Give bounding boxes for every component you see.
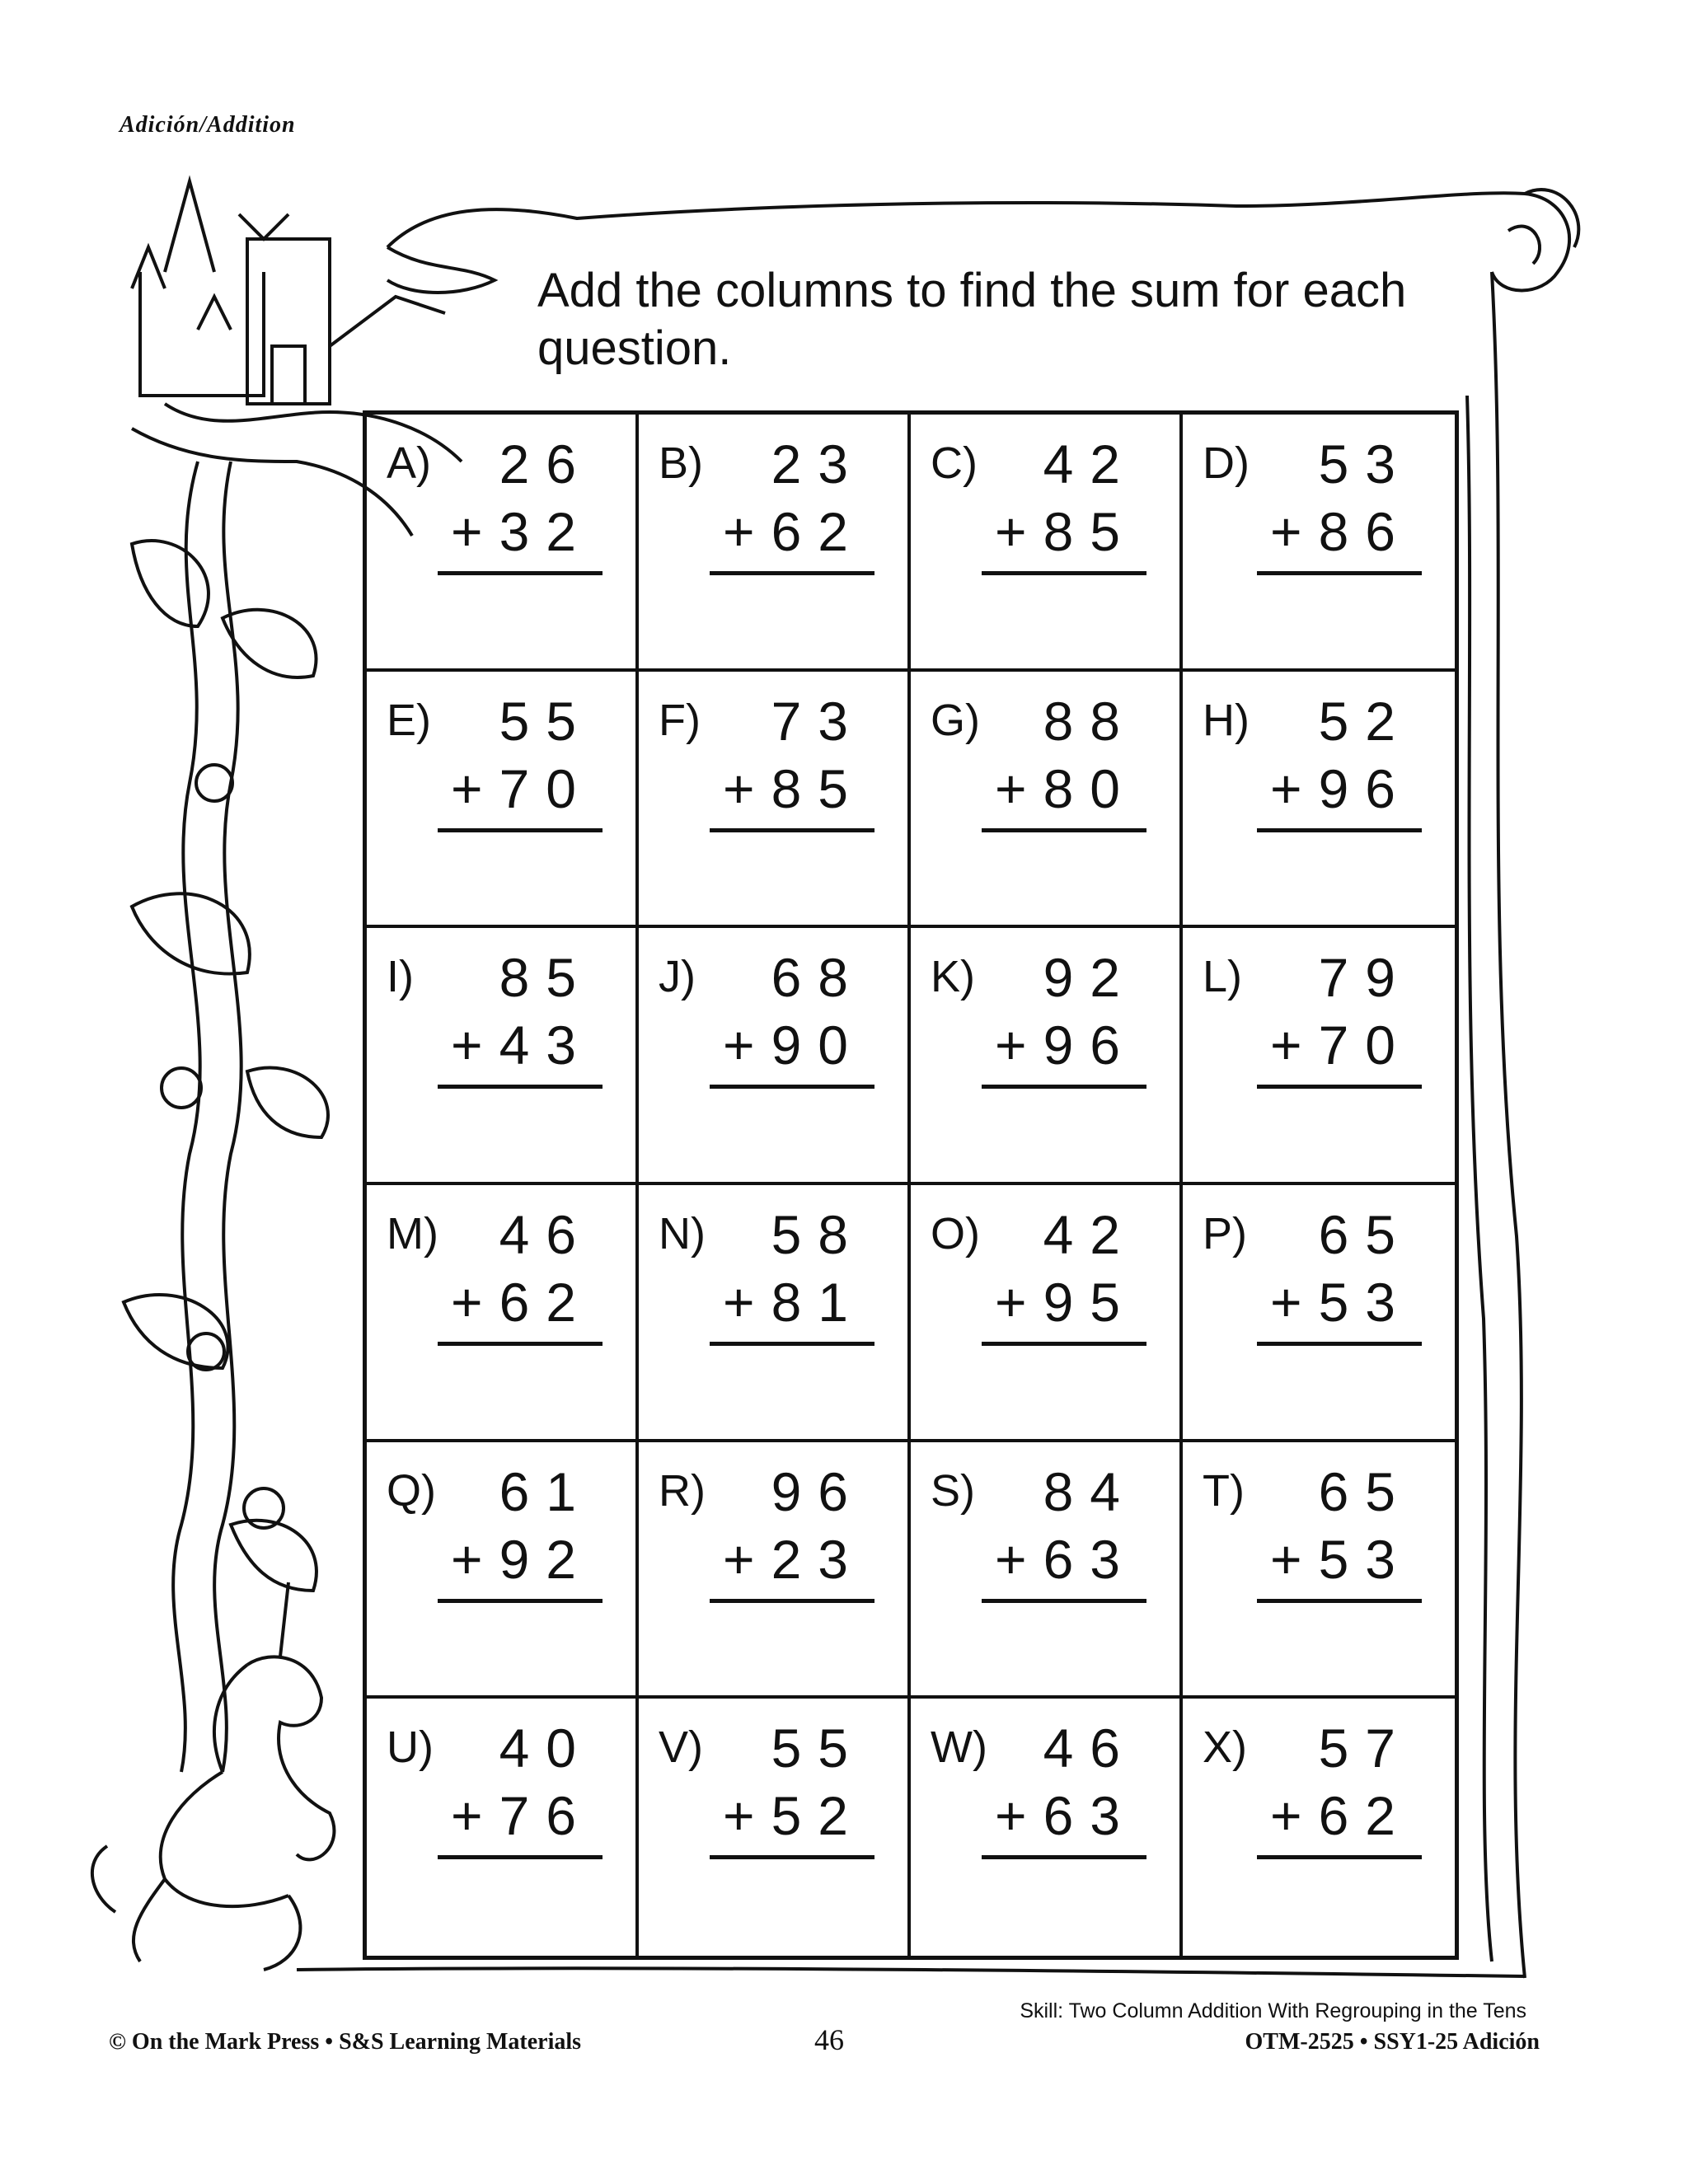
sum-line xyxy=(710,1599,874,1603)
sum-line xyxy=(710,571,874,575)
problem-cell[interactable] xyxy=(1183,1185,1455,1442)
top-addend: 53 xyxy=(1318,434,1412,494)
scroll-right-edge-icon xyxy=(1467,272,1525,1978)
problem-cell[interactable] xyxy=(639,1699,911,1956)
top-addend: 46 xyxy=(1043,1718,1137,1779)
top-addend: 52 xyxy=(1318,690,1412,752)
bottom-addend: +86 xyxy=(1270,501,1412,562)
bottom-addend: +96 xyxy=(995,1015,1137,1076)
problem-letter: M) xyxy=(387,1208,438,1258)
problem-letter: X) xyxy=(1203,1722,1247,1773)
top-addend: 85 xyxy=(499,947,593,1009)
bottom-addend: +90 xyxy=(723,1015,865,1076)
problem-letter: C) xyxy=(931,438,978,488)
bottom-addend: +63 xyxy=(995,1785,1137,1847)
problem-letter: K) xyxy=(931,952,975,1002)
problem-cell[interactable] xyxy=(367,1699,639,1956)
top-addend: 42 xyxy=(1043,1203,1137,1265)
top-addend: 55 xyxy=(771,1718,865,1779)
bottom-addend: +95 xyxy=(995,1271,1137,1333)
problem-cell[interactable] xyxy=(367,672,639,929)
top-addend: 61 xyxy=(499,1460,593,1522)
problem-cell[interactable] xyxy=(911,672,1183,929)
top-addend: 26 xyxy=(499,434,593,494)
sum-line xyxy=(710,1342,874,1346)
problem-cell[interactable] xyxy=(367,1442,639,1699)
problem-letter: S) xyxy=(931,1465,975,1516)
top-addend: 88 xyxy=(1043,690,1137,752)
page-number: 46 xyxy=(814,2023,844,2056)
bottom-addend: +53 xyxy=(1270,1528,1412,1590)
sum-line xyxy=(1257,1855,1422,1859)
publisher-credit: © On the Mark Press • S&S Learning Materials xyxy=(109,2029,582,2055)
problem-cell[interactable] xyxy=(639,415,911,672)
sum-line xyxy=(1257,1599,1422,1603)
sum-line xyxy=(982,1085,1146,1089)
skill-label: Skill: Two Column Addition With Regrouping in the Tens xyxy=(1020,1999,1526,2022)
bottom-addend: +62 xyxy=(1270,1785,1412,1847)
bottom-addend: +70 xyxy=(451,757,593,819)
problem-cell[interactable] xyxy=(639,1185,911,1442)
problem-cell[interactable] xyxy=(911,1185,1183,1442)
sum-line xyxy=(982,571,1146,575)
page-title: Adición/Addition xyxy=(120,112,296,138)
sum-line xyxy=(438,1342,603,1346)
top-addend: 40 xyxy=(499,1718,593,1779)
problem-cell[interactable] xyxy=(911,928,1183,1185)
problem-letter: E) xyxy=(387,695,431,745)
problem-letter: B) xyxy=(659,438,703,488)
scroll-bottom-edge-icon xyxy=(297,1968,1525,1976)
top-addend: 65 xyxy=(1318,1460,1412,1522)
beanstalk-icon xyxy=(124,462,328,1772)
problem-cell[interactable] xyxy=(639,672,911,929)
problem-cell[interactable] xyxy=(367,415,639,672)
bottom-addend: +62 xyxy=(723,501,865,562)
problem-cell[interactable] xyxy=(367,928,639,1185)
problem-letter: J) xyxy=(659,952,696,1002)
bottom-addend: +52 xyxy=(723,1785,865,1847)
sum-line xyxy=(1257,571,1422,575)
problem-cell[interactable] xyxy=(639,1442,911,1699)
sum-line xyxy=(438,1599,603,1603)
top-addend: 58 xyxy=(771,1203,865,1265)
top-addend: 46 xyxy=(499,1203,593,1265)
problem-letter: V) xyxy=(659,1722,703,1773)
problem-letter: L) xyxy=(1203,952,1243,1002)
bottom-addend: +70 xyxy=(1270,1015,1412,1076)
problem-cell[interactable] xyxy=(1183,1699,1455,1956)
bottom-addend: +62 xyxy=(451,1271,593,1333)
problem-letter: W) xyxy=(931,1722,987,1773)
problem-cell[interactable] xyxy=(911,415,1183,672)
bottom-addend: +76 xyxy=(451,1785,593,1847)
bottom-addend: +63 xyxy=(995,1528,1137,1590)
sum-line xyxy=(982,1599,1146,1603)
bottom-addend: +23 xyxy=(723,1528,865,1590)
bottom-addend: +32 xyxy=(451,501,593,562)
top-addend: 84 xyxy=(1043,1460,1137,1522)
problem-letter: U) xyxy=(387,1722,434,1773)
top-addend: 96 xyxy=(771,1460,865,1522)
sum-line xyxy=(1257,1085,1422,1089)
problem-grid xyxy=(363,410,1459,1960)
problem-cell[interactable] xyxy=(1183,672,1455,929)
problem-cell[interactable] xyxy=(367,1185,639,1442)
problem-cell[interactable] xyxy=(911,1699,1183,1956)
problem-letter: D) xyxy=(1203,438,1250,488)
sum-line xyxy=(1257,828,1422,832)
bottom-addend: +92 xyxy=(451,1528,593,1590)
problem-letter: Q) xyxy=(387,1465,436,1516)
problem-letter: A) xyxy=(387,438,431,488)
bottom-addend: +53 xyxy=(1270,1271,1412,1333)
bottom-addend: +85 xyxy=(995,501,1137,562)
problem-cell[interactable] xyxy=(1183,1442,1455,1699)
top-addend: 68 xyxy=(771,947,865,1009)
bottom-addend: +85 xyxy=(723,757,865,819)
bottom-addend: +81 xyxy=(723,1271,865,1333)
unicorn-icon xyxy=(92,1582,335,1970)
bottom-addend: +80 xyxy=(995,757,1137,819)
sum-line xyxy=(438,571,603,575)
top-addend: 65 xyxy=(1318,1203,1412,1265)
top-addend: 42 xyxy=(1043,434,1137,494)
top-addend: 23 xyxy=(771,434,865,494)
sum-line xyxy=(982,1342,1146,1346)
problem-cell[interactable] xyxy=(1183,928,1455,1185)
bottom-addend: +96 xyxy=(1270,757,1412,819)
sum-line xyxy=(438,1085,603,1089)
sum-line xyxy=(438,828,603,832)
product-code: OTM-2525 • SSY1-25 Adición xyxy=(1245,2029,1540,2055)
top-addend: 73 xyxy=(771,690,865,752)
sum-line xyxy=(982,828,1146,832)
problem-cell[interactable] xyxy=(639,928,911,1185)
sum-line xyxy=(1257,1342,1422,1346)
sum-line xyxy=(982,1855,1146,1859)
bottom-addend: +43 xyxy=(451,1015,593,1076)
problem-letter: T) xyxy=(1203,1465,1245,1516)
problem-letter: P) xyxy=(1203,1208,1247,1258)
problem-letter: O) xyxy=(931,1208,980,1258)
sum-line xyxy=(710,828,874,832)
sum-line xyxy=(438,1855,603,1859)
sum-line xyxy=(710,1855,874,1859)
problem-letter: G) xyxy=(931,695,980,745)
problem-cell[interactable] xyxy=(1183,415,1455,672)
top-addend: 92 xyxy=(1043,947,1137,1009)
problem-letter: H) xyxy=(1203,695,1250,745)
top-addend: 79 xyxy=(1318,947,1412,1009)
problem-letter: R) xyxy=(659,1465,706,1516)
instructions-text: Add the columns to find the sum for each question. xyxy=(537,264,1407,375)
top-addend: 55 xyxy=(499,690,593,752)
top-addend: 57 xyxy=(1318,1718,1412,1779)
problem-letter: F) xyxy=(659,695,701,745)
sum-line xyxy=(710,1085,874,1089)
problem-letter: N) xyxy=(659,1208,706,1258)
problem-letter: I) xyxy=(387,952,414,1002)
problem-cell[interactable] xyxy=(911,1442,1183,1699)
